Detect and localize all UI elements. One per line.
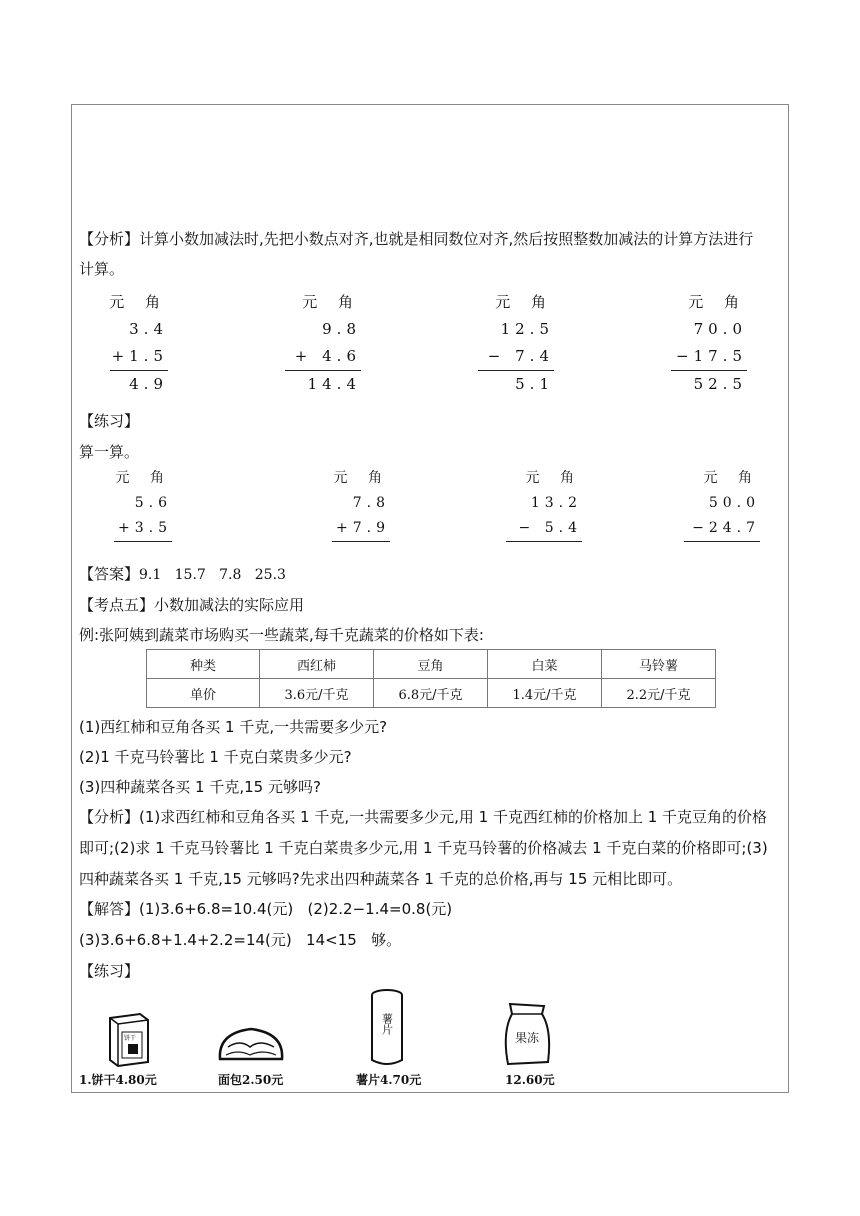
jelly-pack-label: 果冻: [514, 1031, 540, 1045]
analysis-2-line-3: 四种蔬菜各买 1 千克,15 元够吗?先求出四种蔬菜各 1 千克的总价格,再与 15 元相比即可。: [79, 870, 683, 888]
table-header-cell: 西红柿: [260, 650, 374, 679]
calc-top: 9.8: [322, 320, 361, 338]
product-caption-chips: 薯片4.70元: [356, 1073, 422, 1087]
calc-rule: [684, 541, 760, 542]
price-unit: 元/千克: [305, 687, 349, 703]
analysis-1-line-2: 计算。: [79, 260, 125, 278]
price-cell: [260, 679, 374, 708]
practice-1-instruction: 算一算。: [79, 443, 140, 461]
yuan-jiao-header: 元 角: [703, 470, 760, 486]
jelly-bag-icon: [500, 1000, 554, 1068]
price-value: 3.6: [284, 687, 306, 703]
product-caption-biscuit: 1.饼干4.80元: [79, 1073, 157, 1087]
table-header-cell: 豆角: [374, 650, 488, 679]
price-value: 2.2: [626, 687, 648, 703]
calc-operand: +7.9: [336, 520, 390, 536]
chips-pack-label: 薯片: [380, 1013, 394, 1035]
table-header-cell: 白菜: [488, 650, 602, 679]
calc-top: 3.4: [129, 320, 168, 338]
answer-1: [79, 563, 286, 586]
table-header-cell: 马铃薯: [602, 650, 716, 679]
solution-line-2: (3)3.6+6.8+1.4+2.2=14(元) 14<15 够。: [79, 931, 402, 949]
question-1: (1)西红柿和豆角各买 1 千克,一共需要多少元?: [79, 718, 388, 736]
price-value: 6.8: [398, 687, 420, 703]
answer-label: 【答案】: [79, 565, 140, 583]
price-table: [146, 649, 716, 708]
calc-result: 14.4: [307, 375, 361, 393]
exercise-calc-2: [270, 466, 390, 542]
calc-rule: [332, 541, 390, 542]
yuan-jiao-header: 元 角: [495, 293, 554, 311]
exercise-calc-1: [52, 466, 172, 542]
calc-result: 52.5: [693, 375, 747, 393]
yuan-jiao-header: 元 角: [302, 293, 361, 311]
exercise-calc-4: [640, 466, 760, 542]
calc-operand: −24.7: [692, 520, 760, 536]
section-5-title: 【考点五】小数加减法的实际应用: [79, 596, 305, 614]
example-calc-4: [627, 289, 747, 398]
calc-rule: [506, 541, 582, 542]
exercise-calc-3: [462, 466, 582, 542]
calc-operand: −17.5: [676, 347, 747, 365]
price-cell: [488, 679, 602, 708]
calc-rule: [114, 541, 172, 542]
calc-top: 12.5: [500, 320, 554, 338]
product-caption-jelly: 12.60元: [505, 1073, 555, 1087]
product-caption-bread: 面包2.50元: [218, 1073, 284, 1087]
analysis-1-line-1: 【分析】计算小数加减法时,先把小数点对齐,也就是相同数位对齐,然后按照整数加减法的计算方法进行: [79, 230, 754, 248]
price-value: 1.4: [512, 687, 534, 703]
calc-operand: + 4.6: [294, 347, 361, 365]
analysis-2-line-1: 【分析】(1)求西红柿和豆角各买 1 千克,一共需要多少元,用 1 千克西红柿的价格加上 1 千克豆角的价格: [79, 808, 768, 826]
calc-top: 5.6: [134, 495, 172, 511]
calc-operand: − 7.4: [487, 347, 554, 365]
biscuit-pack-label: 饼干: [124, 1035, 137, 1042]
yuan-jiao-header: 元 角: [109, 293, 168, 311]
yuan-jiao-header: 元 角: [525, 470, 582, 486]
table-row-label: 单价: [147, 679, 260, 708]
price-unit: 元/千克: [419, 687, 463, 703]
calc-top: 70.0: [693, 320, 747, 338]
example-calc-3: [434, 289, 554, 398]
table-row: [147, 679, 716, 708]
solution-line-1: 【解答】(1)3.6+6.8=10.4(元) (2)2.2−1.4=0.8(元): [79, 900, 453, 918]
analysis-2-line-2: 即可;(2)求 1 千克马铃薯比 1 千克白菜贵多少元,用 1 千克马铃薯的价格减去 1 千克白菜的价格即可;(3): [79, 839, 768, 857]
table-header-cell: 种类: [147, 650, 260, 679]
example-calc-1: [48, 289, 168, 398]
yuan-jiao-header: 元 角: [333, 470, 390, 486]
yuan-jiao-header: 元 角: [115, 470, 172, 486]
question-2: (2)1 千克马铃薯比 1 千克白菜贵多少元?: [79, 748, 352, 766]
calc-top: 13.2: [530, 495, 582, 511]
yuan-jiao-header: 元 角: [688, 293, 747, 311]
price-cell: [602, 679, 716, 708]
calc-operand: − 5.4: [518, 520, 582, 536]
example-calc-2: [241, 289, 361, 398]
calc-operand: +3.5: [118, 520, 172, 536]
calc-top: 7.8: [352, 495, 390, 511]
practice-1-heading: 【练习】: [79, 412, 140, 430]
calc-operand: +1.5: [111, 347, 168, 365]
calc-result: 4.9: [129, 375, 168, 393]
chips-can-icon: [367, 988, 407, 1068]
question-3: (3)四种蔬菜各买 1 千克,15 元够吗?: [79, 778, 321, 796]
price-unit: 元/千克: [647, 687, 691, 703]
practice-2-heading: 【练习】: [79, 962, 140, 980]
calc-result: 5.1: [515, 375, 554, 393]
biscuit-box-icon: [104, 1010, 154, 1068]
calc-top: 50.0: [708, 495, 760, 511]
price-cell: [374, 679, 488, 708]
table-row: [147, 650, 716, 679]
price-unit: 元/千克: [533, 687, 577, 703]
answer-values: 9.1 15.7 7.8 25.3: [139, 567, 286, 583]
example-2-intro: 例:张阿姨到蔬菜市场购买一些蔬菜,每千克蔬菜的价格如下表:: [79, 626, 484, 644]
bread-icon: [216, 1025, 286, 1065]
